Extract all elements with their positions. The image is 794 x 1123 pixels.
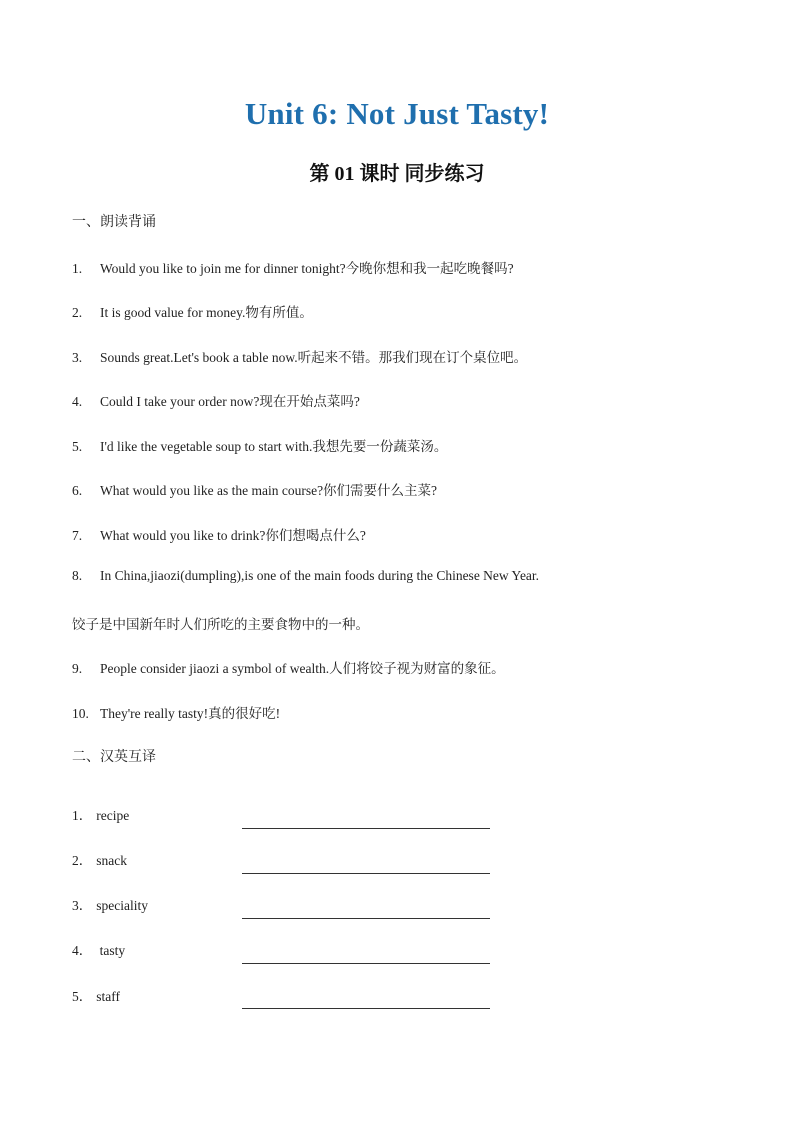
item-number: 5. [72,439,83,454]
vocab-item [72,849,127,869]
page-subtitle: 第 01 课时 同步练习 [309,163,485,185]
item-number: 3. [72,350,83,365]
item-text: People consider jiaozi a symbol of wealth.人们将饺子视为财富的象征。 [100,661,505,676]
item-text: In China,jiaozi(dumpling),is one of the main foods during the Chinese New Year. [100,568,540,583]
vocab-word: snack [96,853,127,868]
item-number: 10. [72,706,89,721]
vocab-word: recipe [96,808,130,823]
reading-item-continuation: 饺子是中国新年时人们所吃的主要食物中的一种。 [72,617,369,632]
vocab-number: 5． [72,989,93,1004]
reading-item [72,568,539,584]
reading-item [72,524,366,544]
reading-item [72,657,505,677]
vocab-word: speciality [96,898,148,913]
vocab-word: staff [96,989,120,1004]
reading-item [72,702,280,722]
reading-item [72,479,437,499]
item-text: What would you like as the main course?你们需要什么主菜? [100,483,438,498]
vocab-number: 4． [72,943,93,958]
vocab-item [72,804,129,824]
reading-item [72,390,360,410]
vocab-number: 1． [72,808,93,823]
vocab-number: 2． [72,853,93,868]
answer-blank[interactable] [242,873,490,874]
vocab-word: tasty [96,943,126,958]
section-heading-translation: 二、汉英互译 [72,749,156,765]
page-title: Unit 6: Not Just Tasty! [244,96,550,131]
reading-item [72,435,447,455]
item-number: 4. [72,394,83,409]
item-number: 2. [72,305,83,320]
item-text: It is good value for money.物有所值。 [100,305,313,320]
reading-item [72,346,527,366]
reading-item [72,301,313,321]
item-number: 8. [72,568,83,583]
answer-blank[interactable] [242,1008,490,1009]
vocab-number: 3． [72,898,93,913]
item-text: Sounds great.Let's book a table now.听起来不错。那我们现在订个桌位吧。 [100,350,528,365]
item-text: I'd like the vegetable soup to start with.我想先要一份蔬菜汤。 [100,439,448,454]
item-number: 6. [72,483,83,498]
item-text: Would you like to join me for dinner tonight?今晚你想和我一起吃晚餐吗? [100,261,514,276]
item-number: 1. [72,261,83,276]
item-text: What would you like to drink?你们想喝点什么? [100,528,366,543]
answer-blank[interactable] [242,828,490,829]
answer-blank[interactable] [242,963,490,964]
item-text: They're really tasty!真的很好吃! [100,706,281,721]
vocab-item [72,985,120,1005]
vocab-item [72,894,148,914]
item-text: Could I take your order now?现在开始点菜吗? [100,394,360,409]
section-heading-reading: 一、朗读背诵 [72,214,156,230]
item-number: 7. [72,528,83,543]
reading-item [72,257,514,277]
item-number: 9. [72,661,83,676]
answer-blank[interactable] [242,918,490,919]
vocab-item [72,939,125,959]
